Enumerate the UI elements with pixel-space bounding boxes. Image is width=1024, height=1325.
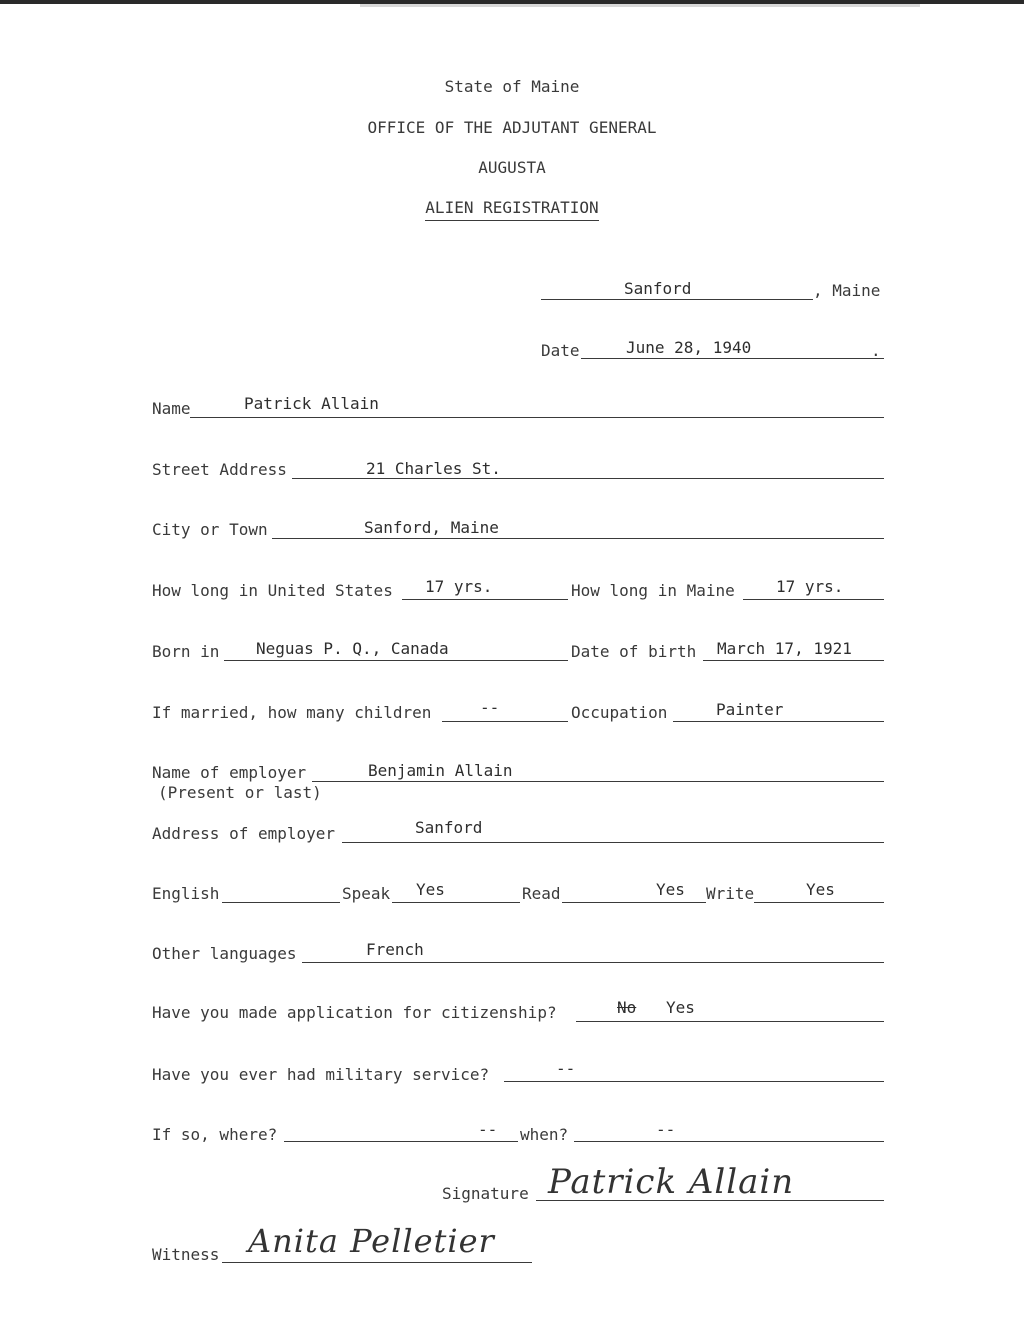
- date-label: Date: [541, 341, 580, 360]
- born-in-value: Neguas P. Q., Canada: [256, 639, 449, 658]
- military-value: --: [556, 1059, 576, 1078]
- maine-duration-value: 17 yrs.: [776, 577, 844, 596]
- dob-label: Date of birth: [571, 642, 697, 661]
- citizenship-label: Have you made application for citizenship?: [152, 1003, 557, 1022]
- english-label: English: [152, 884, 220, 903]
- born-in-line: [224, 660, 568, 661]
- occupation-line: [673, 721, 884, 722]
- name-label: Name: [152, 399, 191, 418]
- military-line: [504, 1081, 884, 1082]
- citizenship-struck-value: No: [617, 998, 637, 1017]
- city-line: [272, 538, 884, 539]
- when-label: when?: [520, 1125, 569, 1144]
- citizenship-line: [576, 1021, 884, 1022]
- dob-value: March 17, 1921: [717, 639, 852, 658]
- date-value: June 28, 1940: [626, 338, 752, 357]
- scan-edge-shadow: [360, 4, 920, 7]
- employer-label: Name of employer: [152, 763, 307, 782]
- read-label: Read: [522, 884, 561, 903]
- employer-line: [312, 781, 884, 782]
- employer-value: Benjamin Allain: [368, 761, 513, 780]
- header-state: State of Maine: [444, 77, 580, 96]
- english-line: [222, 902, 340, 903]
- date-line: [581, 358, 884, 359]
- name-value: Patrick Allain: [244, 394, 379, 413]
- city-label: City or Town: [152, 520, 268, 539]
- maine-duration-line: [743, 599, 884, 600]
- town-value: Sanford: [624, 279, 692, 298]
- form-title-text: ALIEN REGISTRATION: [425, 198, 598, 221]
- speak-value: Yes: [416, 880, 445, 899]
- witness-handwriting: Anita Pelletier: [248, 1222, 495, 1260]
- witness-line: [222, 1262, 532, 1263]
- us-duration-value: 17 yrs.: [425, 577, 493, 596]
- street-label: Street Address: [152, 460, 287, 479]
- employer-address-value: Sanford: [415, 818, 483, 837]
- where-line: [284, 1141, 518, 1142]
- where-value: --: [478, 1120, 498, 1139]
- name-line: [190, 417, 884, 418]
- us-duration-label: How long in United States: [152, 581, 393, 600]
- town-line: [541, 299, 813, 300]
- read-line: [562, 902, 706, 903]
- citizenship-value: Yes: [666, 998, 695, 1017]
- speak-line: [392, 902, 520, 903]
- street-line: [292, 478, 884, 479]
- where-label: If so, where?: [152, 1125, 278, 1144]
- witness-label: Witness: [152, 1245, 220, 1264]
- header-office: OFFICE OF THE ADJUTANT GENERAL: [367, 118, 657, 137]
- children-line: [442, 721, 568, 722]
- us-duration-line: [402, 599, 568, 600]
- write-value: Yes: [806, 880, 835, 899]
- read-value: Yes: [656, 880, 685, 899]
- maine-duration-label: How long in Maine: [571, 581, 735, 600]
- street-value: 21 Charles St.: [366, 459, 501, 478]
- other-languages-line: [302, 962, 884, 963]
- born-in-label: Born in: [152, 642, 220, 661]
- when-value: --: [656, 1120, 676, 1139]
- employer-address-line: [342, 842, 884, 843]
- occupation-label: Occupation: [571, 703, 668, 722]
- dob-line: [703, 660, 884, 661]
- state-suffix: , Maine: [813, 281, 881, 300]
- form-title: [0, 200, 1024, 216]
- employer-address-label: Address of employer: [152, 824, 336, 843]
- children-value: --: [480, 698, 500, 717]
- write-line: [754, 902, 884, 903]
- other-languages-label: Other languages: [152, 944, 297, 963]
- military-label: Have you ever had military service?: [152, 1065, 490, 1084]
- header-city: AUGUSTA: [478, 158, 546, 177]
- occupation-value: Painter: [716, 700, 784, 719]
- signature-label: Signature: [442, 1184, 529, 1203]
- city-value: Sanford, Maine: [364, 518, 499, 537]
- signature-handwriting: Patrick Allain: [548, 1162, 795, 1202]
- write-label: Write: [706, 884, 755, 903]
- employer-sublabel: (Present or last): [158, 783, 322, 802]
- children-label: If married, how many children: [152, 703, 432, 722]
- date-period: .: [871, 341, 881, 360]
- when-line: [574, 1141, 884, 1142]
- speak-label: Speak: [342, 884, 391, 903]
- other-languages-value: French: [366, 940, 424, 959]
